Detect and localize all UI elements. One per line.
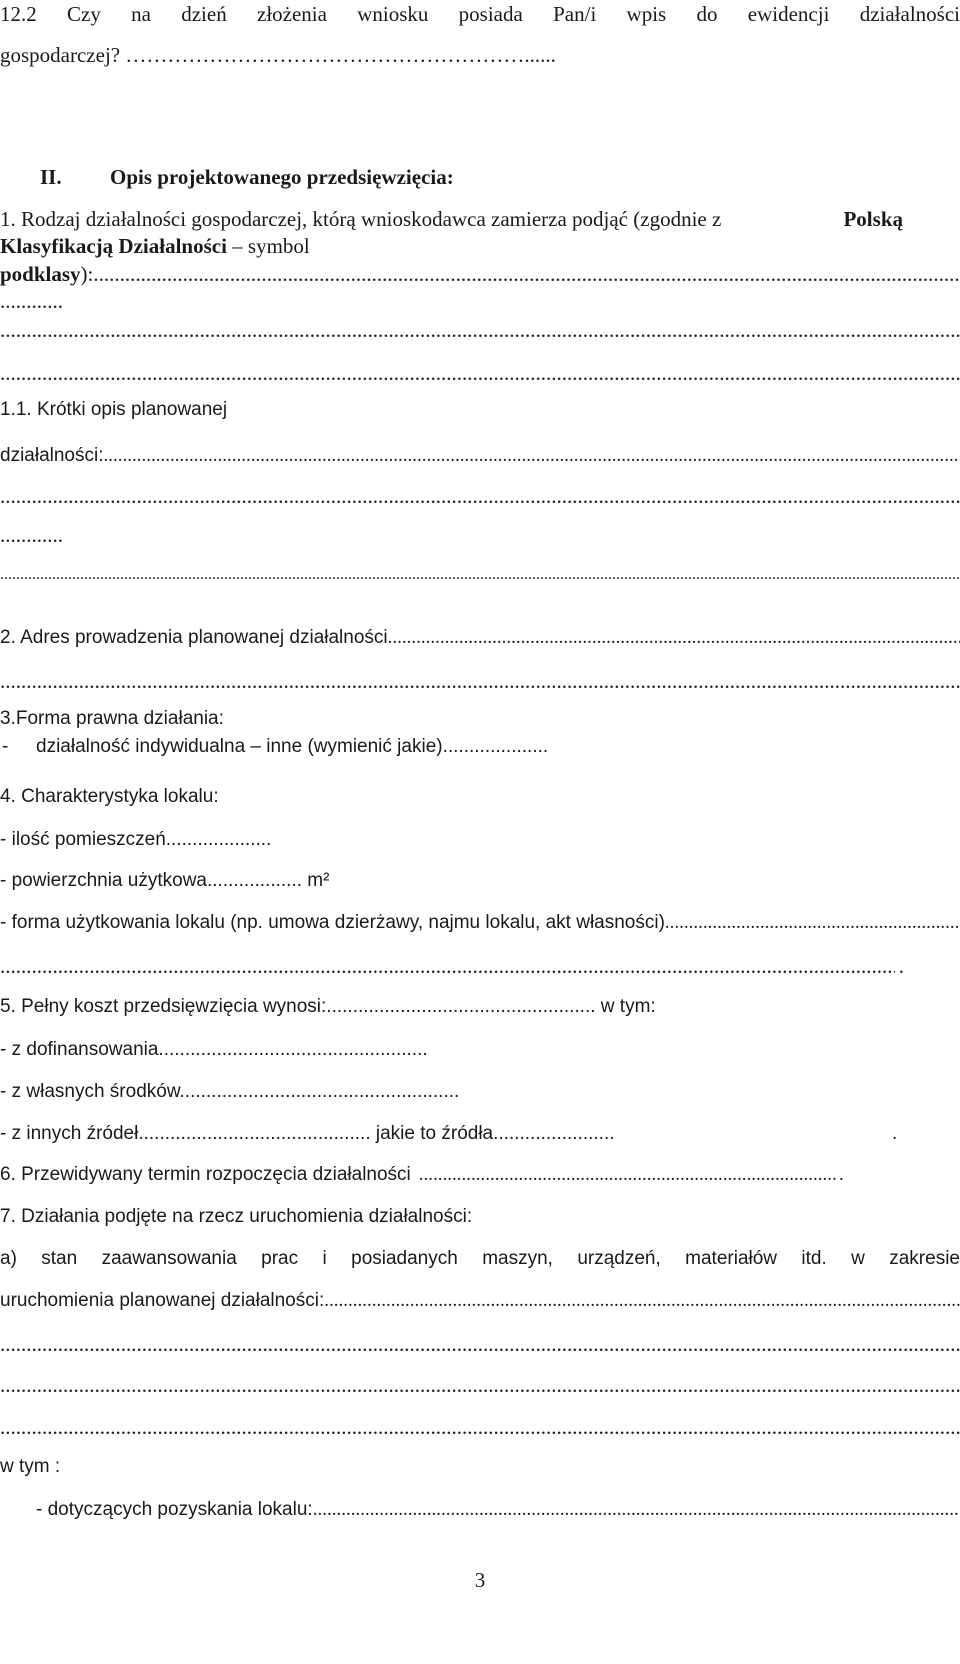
fill-dots	[104, 442, 960, 470]
question-1-answer-line3[interactable]	[0, 316, 960, 344]
fill-dots	[0, 1371, 960, 1399]
question-1-1-answer-line2[interactable]	[0, 482, 960, 510]
section-numeral: II.	[40, 165, 62, 189]
question-1-answer-line2[interactable]: ............	[0, 289, 63, 313]
fill-dots	[324, 1287, 960, 1315]
question-7a-answer-line3[interactable]	[0, 1371, 960, 1399]
question-3-label: 3.Forma prawna działania:	[0, 708, 224, 729]
question-12-2-line1: 12.2 Czy na dzień złożenia wniosku posiada Pan/i wpis do ewidencji działalności	[0, 2, 960, 26]
question-1-answer-line4[interactable]	[0, 359, 960, 387]
fill-dots	[0, 561, 960, 589]
question-4-usage[interactable]: - forma użytkowania lokalu (np. umowa dzierżawy, najmu lokalu, akt własności) .....	[0, 909, 960, 937]
question-7-label: 7. Działania podjęte na rzecz uruchomienia działalności:	[0, 1206, 473, 1227]
question-4-rooms[interactable]: - ilość pomieszczeń....................	[0, 829, 272, 850]
question-3-option[interactable]: - działalność indywidualna – inne (wymienić jakie)....................	[2, 736, 549, 757]
question-1-1-answer-line3[interactable]: ............	[0, 523, 63, 547]
question-7a-lokal[interactable]: - dotyczących pozyskania lokalu: .....	[0, 1496, 960, 1524]
question-1-line1: 1. Rodzaj działalności gospodarczej, którą wnioskodawca zamierza podjąć (zgodnie z Polską	[0, 207, 903, 231]
question-7a-answer-line2[interactable]	[0, 1330, 960, 1358]
fill-dots	[0, 667, 960, 695]
question-7a-answer-line1[interactable]: uruchomienia planowanej działalności: .....	[0, 1287, 960, 1315]
question-4-label: 4. Charakterystyka lokalu:	[0, 786, 219, 807]
question-4-area[interactable]: - powierzchnia użytkowa.................. m²	[0, 870, 330, 891]
fill-dots	[0, 359, 960, 387]
fill-dots	[0, 1413, 960, 1441]
fill-dots	[388, 624, 960, 652]
question-1-1-line1: 1.1. Krótki opis planowanej	[0, 399, 228, 420]
question-1-line2: Klasyfikacją Działalności – symbol	[0, 234, 310, 258]
question-5-cofinancing[interactable]: - z dofinansowania...................................................	[0, 1039, 428, 1060]
question-2-line1[interactable]: 2. Adres prowadzenia planowanej działalności .....	[0, 624, 960, 652]
fill-dots	[665, 909, 960, 937]
fill-dots	[0, 316, 960, 344]
question-2-answer-line2[interactable]	[0, 667, 960, 695]
question-5-other-sources[interactable]: - z innych źródeł............................................ jakie to źródła....................... .	[0, 1123, 898, 1144]
page-number: 3	[474, 1568, 486, 1592]
section-title: Opis projektowanego przedsięwzięcia:	[110, 165, 454, 189]
fill-dots	[313, 1496, 960, 1524]
question-7a-w-tym: w tym :	[0, 1456, 61, 1477]
question-1-1-answer-line4[interactable]	[0, 561, 960, 589]
section-heading	[0, 163, 960, 191]
question-5-total[interactable]: 5. Pełny koszt przedsięwzięcia wynosi:................................................... w tym:	[0, 996, 656, 1017]
question-7a-answer-line4[interactable]	[0, 1413, 960, 1441]
question-1-1-answer-line1[interactable]: działalności: .....	[0, 442, 960, 470]
question-1-answer-line1[interactable]: podklasy): .....	[0, 260, 960, 288]
fill-dots	[0, 482, 960, 510]
question-5-own-funds[interactable]: - z własnych środków.....................................................	[0, 1081, 460, 1102]
fill-dots	[93, 260, 960, 288]
question-12-2-line2[interactable]: gospodarczej? …………………………………………………......	[0, 43, 556, 67]
question-7a-line1: a) stan zaawansowania prac i posiadanych maszyn, urządzeń, materiałów itd. w zakresie	[0, 1248, 960, 1269]
fill-dots	[0, 952, 895, 980]
question-6[interactable]: 6. Przewidywany termin rozpoczęcia działalności ..... .	[0, 1161, 960, 1189]
fill-dots	[419, 1161, 836, 1189]
question-4-usage-line2[interactable]: ..... .	[0, 952, 960, 980]
fill-dots	[0, 1330, 960, 1358]
